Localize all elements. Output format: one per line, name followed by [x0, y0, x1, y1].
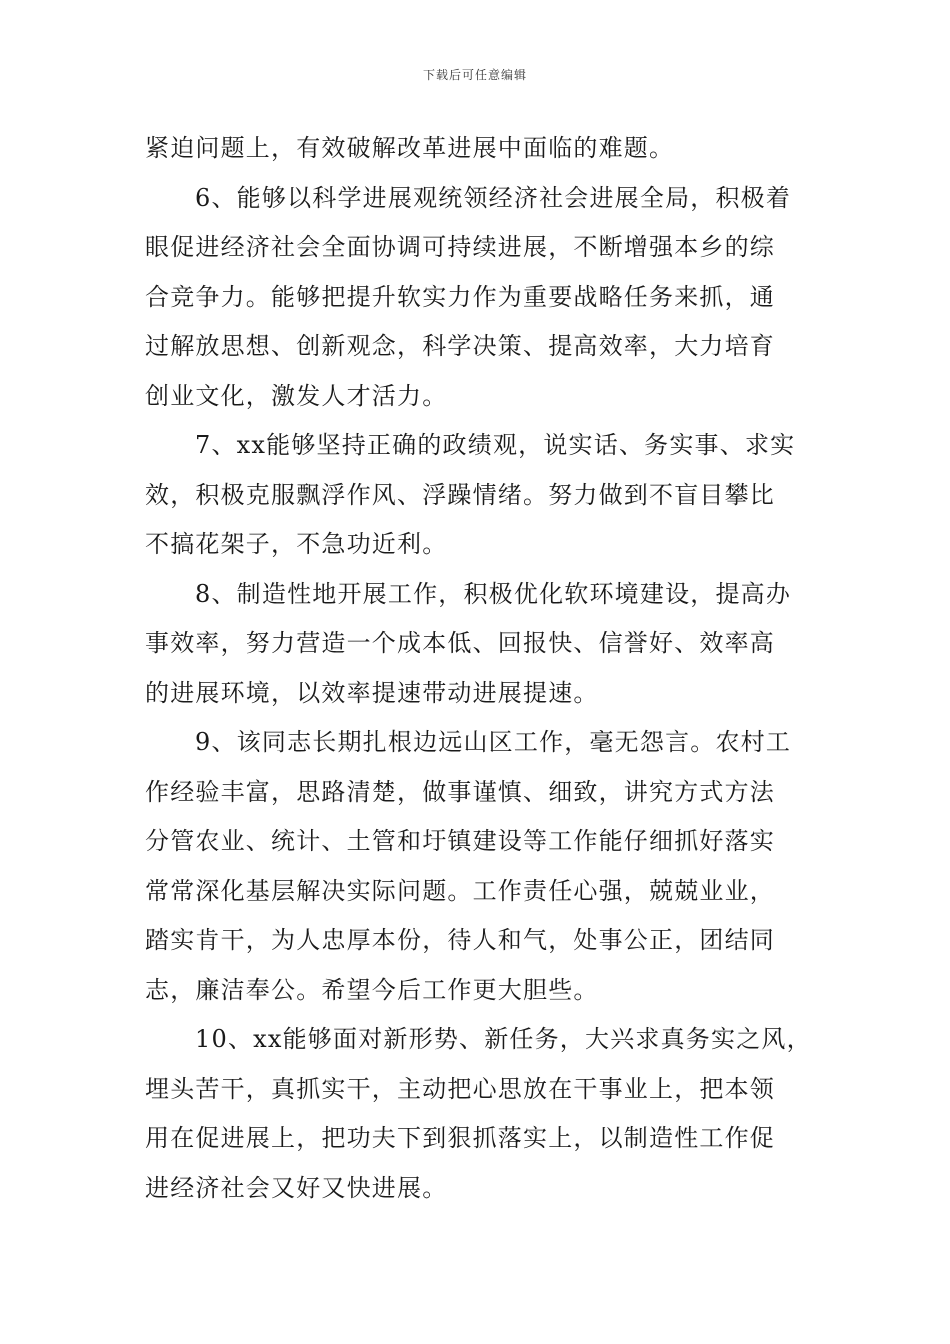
text-line: 创业文化，激发人才活力。 [145, 381, 448, 410]
text-line: 志，廉洁奉公。希望今后工作更大胆些。 [145, 975, 599, 1004]
document-body [145, 124, 810, 1213]
text-line: 进经济社会又好又快进展。 [145, 1173, 448, 1202]
text-line: 过解放思想、创新观念，科学决策、提高效率，大力培育 [145, 332, 775, 360]
text-line: 不搞花架子，不急功近利。 [145, 530, 448, 558]
text-line: 眼促进经济社会全面协调可持续进展，不断增强本乡的综 [145, 233, 775, 261]
text-line: 作经验丰富，思路清楚，做事谨慎、细致，讲究方式方法 [145, 777, 775, 806]
text-line: 事效率，努力营造一个成本低、回报快、信誉好、效率高 [145, 629, 775, 657]
text-line: 6、能够以科学进展观统领经济社会进展全局，积极着 [195, 183, 792, 212]
text-line: 常常深化基层解决实际问题。工作责任心强，兢兢业业， [145, 876, 775, 905]
text-line: 的进展环境，以效率提速带动进展提速。 [145, 678, 599, 707]
text-line: 用在促进展上，把功夫下到狠抓落实上，以制造性工作促 [145, 1124, 775, 1152]
text-line: 合竞争力。能够把提升软实力作为重要战略任务来抓，通 [145, 282, 775, 311]
text-line: 踏实肯干，为人忠厚本份，待人和气，处事公正，团结同 [145, 926, 775, 954]
text-line: 埋头苦干，真抓实干，主动把心思放在干事业上，把本领 [145, 1074, 775, 1103]
text-line: 7、xx能够坚持正确的政绩观，说实话、务实事、求实 [195, 431, 796, 459]
page-header: 下载后可任意编辑 [422, 68, 527, 82]
text-line: 8、制造性地开展工作，积极优化软环境建设，提高办 [195, 579, 792, 608]
text-line: 分管农业、统计、土管和圩镇建设等工作能仔细抓好落实 [145, 827, 775, 855]
text-line: 效，积极克服飘浮作风、浮躁情绪。努力做到不盲目攀比 [145, 480, 775, 509]
text-line: 10、xx能够面对新形势、新任务，大兴求真务实之风， [195, 1025, 812, 1053]
text-line: 9、该同志长期扎根边远山区工作，毫无怨言。农村工 [195, 728, 792, 756]
text-line: 紧迫问题上，有效破解改革进展中面临的难题。 [145, 134, 675, 162]
